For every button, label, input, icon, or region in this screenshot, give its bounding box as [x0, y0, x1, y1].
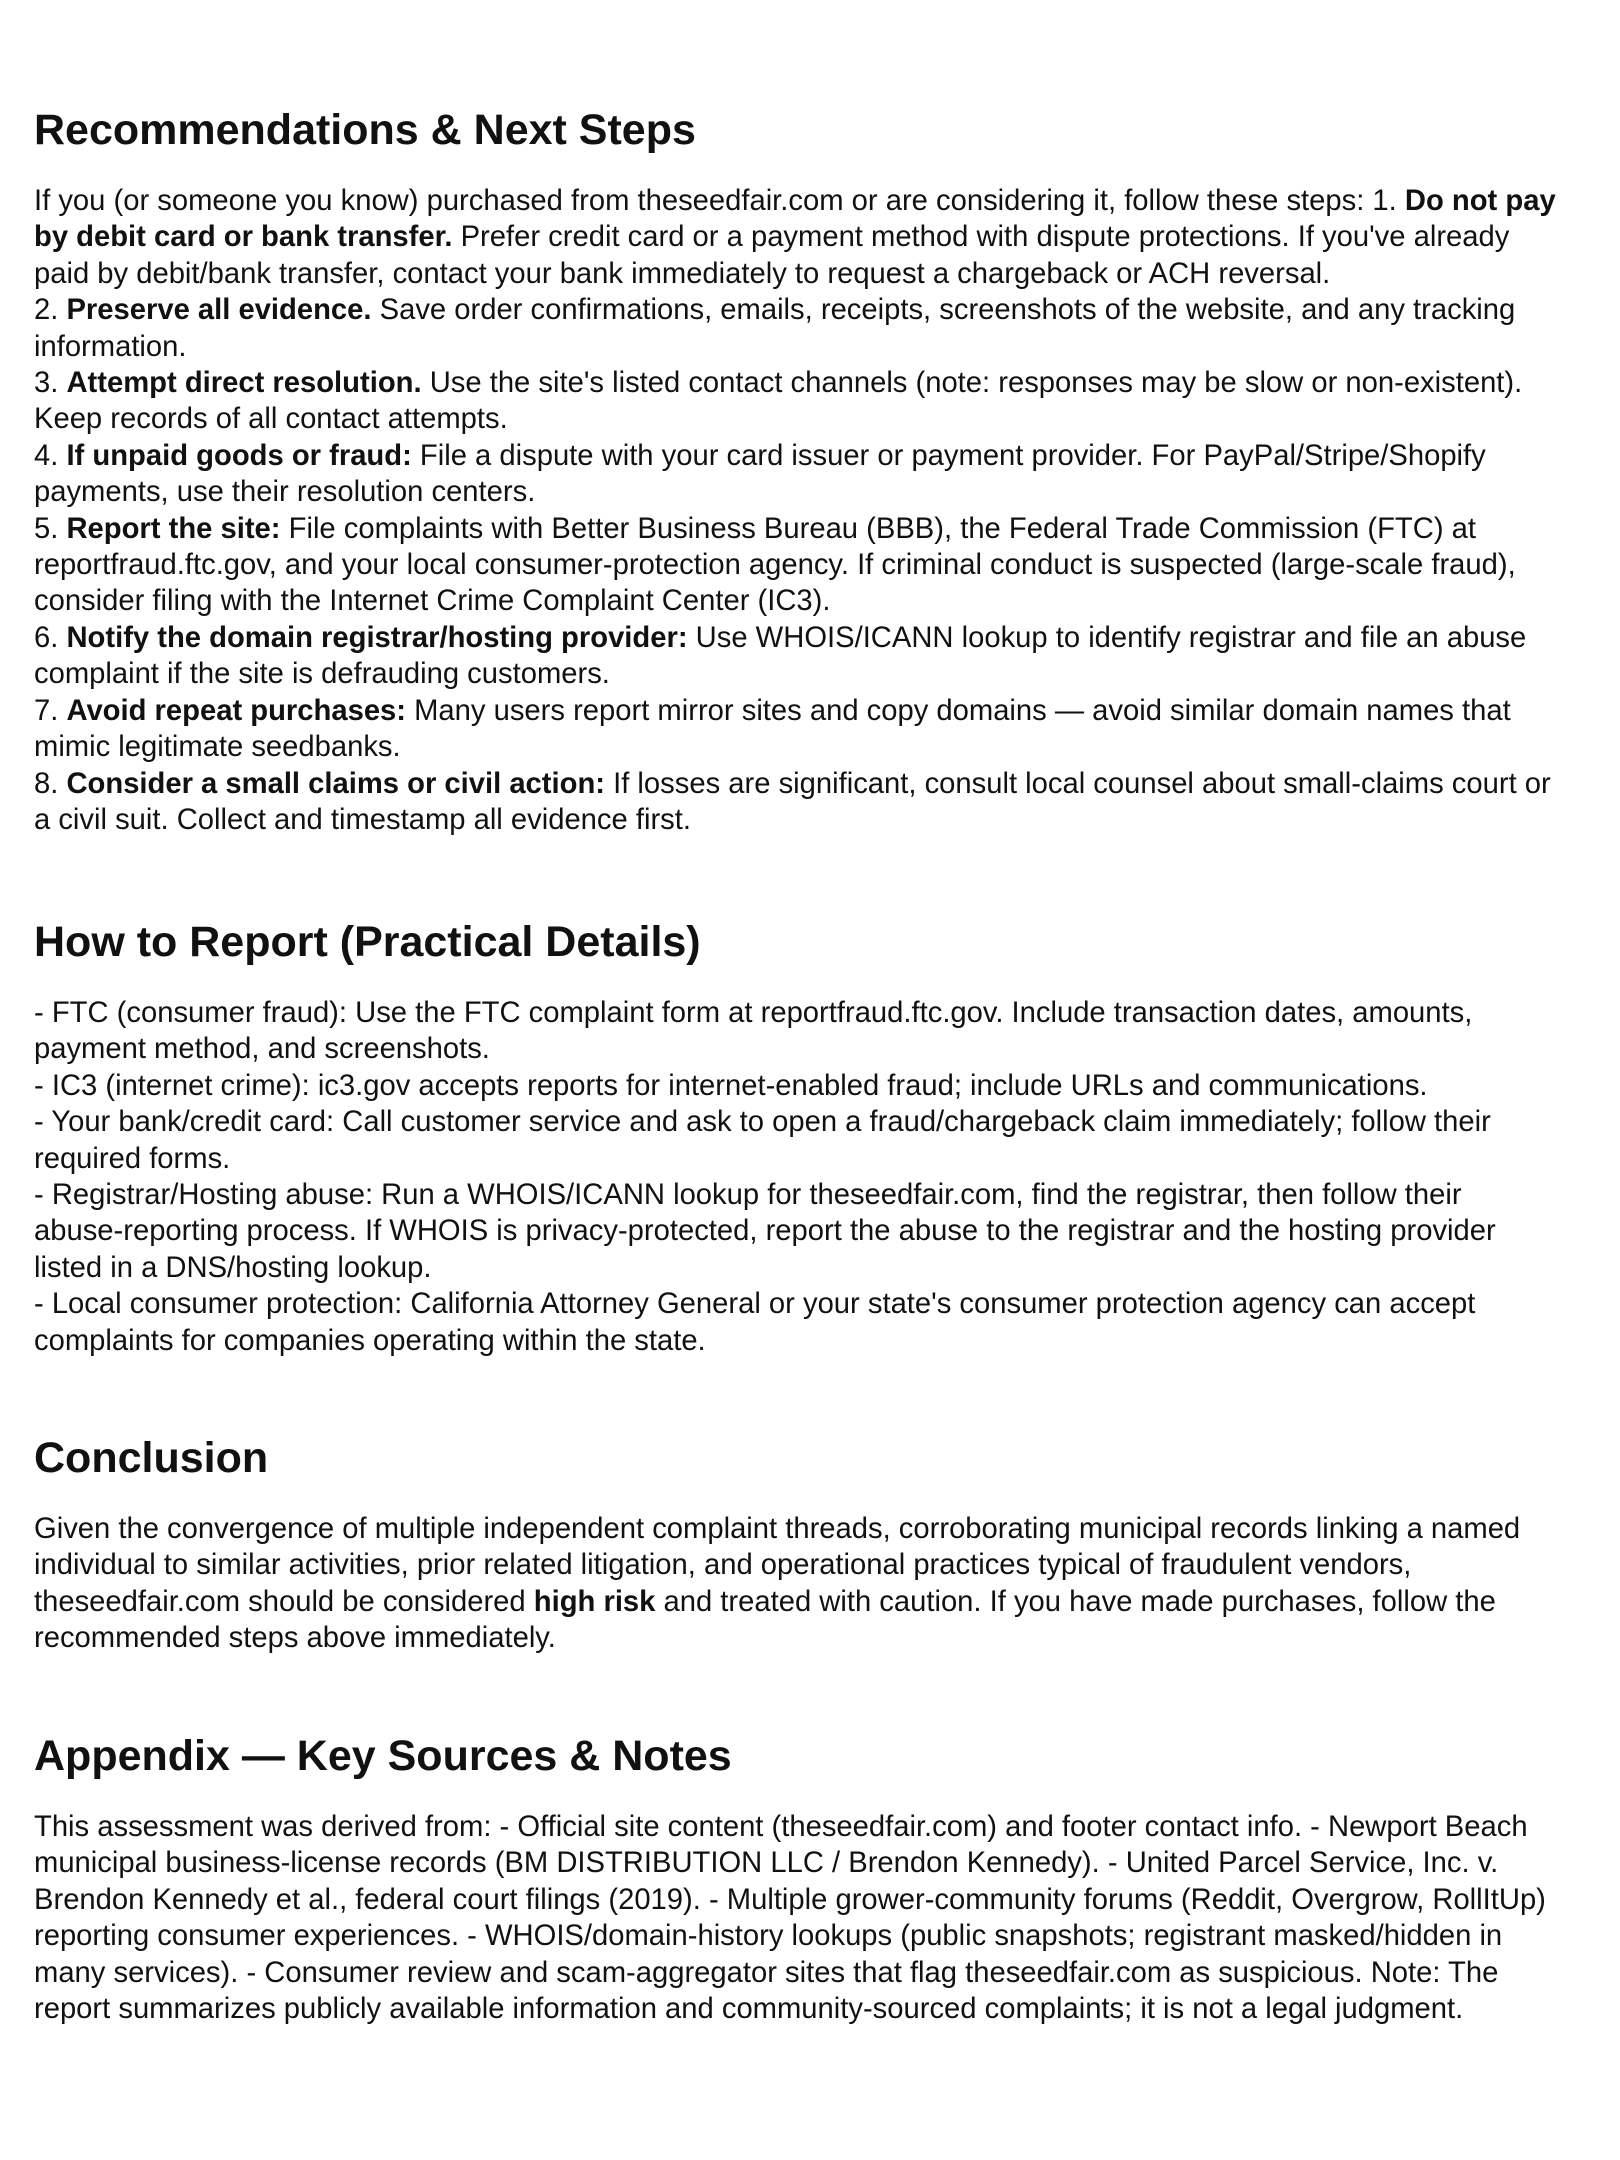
bold-text: Do not pay [1404, 185, 1556, 217]
text-run: payments, use their resolution centers. [34, 476, 536, 509]
text-run: information. [34, 330, 187, 363]
text-line [34, 1177, 1620, 1213]
text-run: reporting consumer experiences. - WHOIS/domain-history lookups (public snapshots; registrant masked/hidden in [34, 1920, 1503, 1953]
text-line [34, 438, 1620, 474]
text-line [34, 1584, 1620, 1620]
text-line [34, 474, 1620, 510]
text-line [34, 1547, 1620, 1583]
section-appendix [34, 1730, 1620, 2027]
text-line [34, 1250, 1620, 1286]
text-line [34, 547, 1620, 583]
text-line [34, 183, 1620, 219]
conclusion-body [34, 1511, 1620, 1657]
text-line [34, 766, 1620, 802]
heading-conclusion: Conclusion [34, 1434, 269, 1482]
text-line [34, 1991, 1620, 2027]
text-run: many services). - Consumer review and scam-aggregator sites that flag theseedfair.com as suspicious. Note: The [34, 1956, 1499, 1989]
text-line [34, 1918, 1620, 1954]
text-run: Use WHOIS/ICANN lookup to identify registrar and file an abuse [687, 621, 1527, 654]
text-run: 2. [34, 294, 67, 327]
text-line [34, 219, 1620, 255]
text-run: required forms. [34, 1142, 231, 1175]
text-line [34, 401, 1620, 437]
text-run: 8. [34, 767, 67, 800]
bold-text: Avoid repeat purchases: [66, 694, 406, 727]
text-run: Keep records of all contact attempts. [34, 403, 508, 436]
text-line [34, 693, 1620, 729]
text-run: If losses are significant, consult local counsel about small-claims court or [605, 767, 1551, 800]
text-line [34, 1809, 1620, 1845]
text-line [34, 1213, 1620, 1249]
text-run: abuse-reporting process. If WHOIS is privacy-protected, report the abuse to the registrar and the hosting provider [34, 1215, 1496, 1248]
text-run: Brendon Kennedy et al., federal court filings (2019). - Multiple grower-community forums (Reddit, Overgrow, RollItUp) [34, 1883, 1546, 1916]
text-run: complaint if the site is defrauding customers. [34, 658, 610, 691]
bold-text: If unpaid goods or fraud: [66, 439, 412, 472]
heading-how-to-report: How to Report (Practical Details) [34, 918, 701, 966]
section-recommendations [34, 104, 1620, 838]
text-line [34, 1031, 1620, 1067]
text-line [34, 256, 1620, 292]
text-run: payment method, and screenshots. [34, 1033, 490, 1066]
text-run: reportfraud.ftc.gov, and your local consumer-protection agency. If criminal conduct is suspected (large-scale fraud), [34, 549, 1516, 582]
text-run: - FTC (consumer fraud): Use the FTC complaint form at reportfraud.ftc.gov. Include transaction dates, amounts, [34, 997, 1473, 1029]
text-run: 4. [34, 439, 67, 472]
text-run: Given the convergence of multiple independent complaint threads, corroborating municipal records linking a named [34, 1513, 1521, 1545]
section-how-to-report [34, 916, 1620, 1359]
text-run: This assessment was derived from: - Official site content (theseedfair.com) and footer contact info. - Newport Beach [34, 1811, 1528, 1843]
text-line [34, 1511, 1620, 1547]
appendix-body [34, 1809, 1620, 2027]
how-to-report-body [34, 995, 1620, 1359]
text-run: individual to similar activities, prior related litigation, and operational practices typical of fraudulent vendors, [34, 1549, 1412, 1582]
text-run: Many users report mirror sites and copy domains — avoid similar domain names that [406, 694, 1511, 727]
text-line [34, 802, 1620, 838]
text-run: municipal business-license records (BM DISTRIBUTION LLC / Brendon Kennedy). - United Parcel Service, Inc. v. [34, 1847, 1499, 1880]
bold-text: Notify the domain registrar/hosting provider: [66, 621, 688, 654]
text-run: - Local consumer protection: California Attorney General or your state's consumer protection agency can accept [34, 1288, 1476, 1321]
text-line [34, 1882, 1620, 1918]
section-conclusion [34, 1432, 1620, 1657]
text-run: complaints for companies operating within the state. [34, 1324, 706, 1357]
text-line [34, 1323, 1620, 1359]
text-line [34, 329, 1620, 365]
text-run: theseedfair.com should be considered [34, 1585, 534, 1618]
text-run: paid by debit/bank transfer, contact your bank immediately to request a chargeback or ACH reversal. [34, 257, 1331, 290]
text-run: a civil suit. Collect and timestamp all evidence first. [34, 803, 691, 836]
text-run: 5. [34, 512, 67, 545]
text-run: Prefer credit card or a payment method with dispute protections. If you've already [452, 221, 1510, 254]
text-run: and treated with caution. If you have made purchases, follow the [655, 1585, 1496, 1618]
bold-text: Attempt direct resolution. [66, 367, 422, 400]
heading-recommendations: Recommendations & Next Steps [34, 106, 696, 154]
text-run: 3. [34, 367, 67, 400]
text-line [34, 511, 1620, 547]
text-line [34, 1955, 1620, 1991]
recommendations-body [34, 183, 1620, 838]
text-line [34, 292, 1620, 328]
text-run: If you (or someone you know) purchased from theseedfair.com or are considering it, follow these steps: 1. [34, 185, 1405, 217]
bold-text: Consider a small claims or civil action: [66, 767, 605, 800]
text-line [34, 1104, 1620, 1140]
text-run: - IC3 (internet crime): ic3.gov accepts reports for internet-enabled fraud; include URLs and communications. [34, 1069, 1428, 1102]
text-run: File complaints with Better Business Bureau (BBB), the Federal Trade Commission (FTC) at [280, 512, 1477, 545]
text-line [34, 1845, 1620, 1881]
text-line [34, 1620, 1620, 1656]
text-run: Save order confirmations, emails, receipts, screenshots of the website, and any tracking [371, 294, 1516, 327]
text-line [34, 1286, 1620, 1322]
heading-appendix: Appendix — Key Sources & Notes [34, 1732, 732, 1780]
text-run: 6. [34, 621, 67, 654]
text-line [34, 1068, 1620, 1104]
text-line [34, 729, 1620, 765]
text-run: Use the site's listed contact channels (note: responses may be slow or non-existent). [421, 367, 1523, 400]
text-run: - Your bank/credit card: Call customer service and ask to open a fraud/chargeback claim immediately; follow their [34, 1106, 1491, 1139]
text-run: consider filing with the Internet Crime Complaint Center (IC3). [34, 585, 831, 618]
text-line [34, 1141, 1620, 1177]
text-line [34, 365, 1620, 401]
text-line [34, 995, 1620, 1031]
text-run: 7. [34, 694, 67, 727]
bold-text: Preserve all evidence. [66, 294, 372, 327]
text-run: listed in a DNS/hosting lookup. [34, 1251, 432, 1284]
text-run: - Registrar/Hosting abuse: Run a WHOIS/ICANN lookup for theseedfair.com, find the registrar, then follow their [34, 1179, 1462, 1212]
bold-text: high risk [533, 1585, 656, 1618]
text-run: File a dispute with your card issuer or payment provider. For PayPal/Stripe/Shopify [411, 439, 1486, 472]
bold-text: by debit card or bank transfer. [34, 221, 453, 254]
text-run: recommended steps above immediately. [34, 1622, 556, 1655]
text-line [34, 656, 1620, 692]
bold-text: Report the site: [66, 512, 281, 545]
text-run: report summarizes publicly available information and community-sourced complaints; it is not a legal judgment. [34, 1993, 1464, 2026]
text-run: mimic legitimate seedbanks. [34, 731, 401, 764]
text-line [34, 620, 1620, 656]
text-line [34, 583, 1620, 619]
